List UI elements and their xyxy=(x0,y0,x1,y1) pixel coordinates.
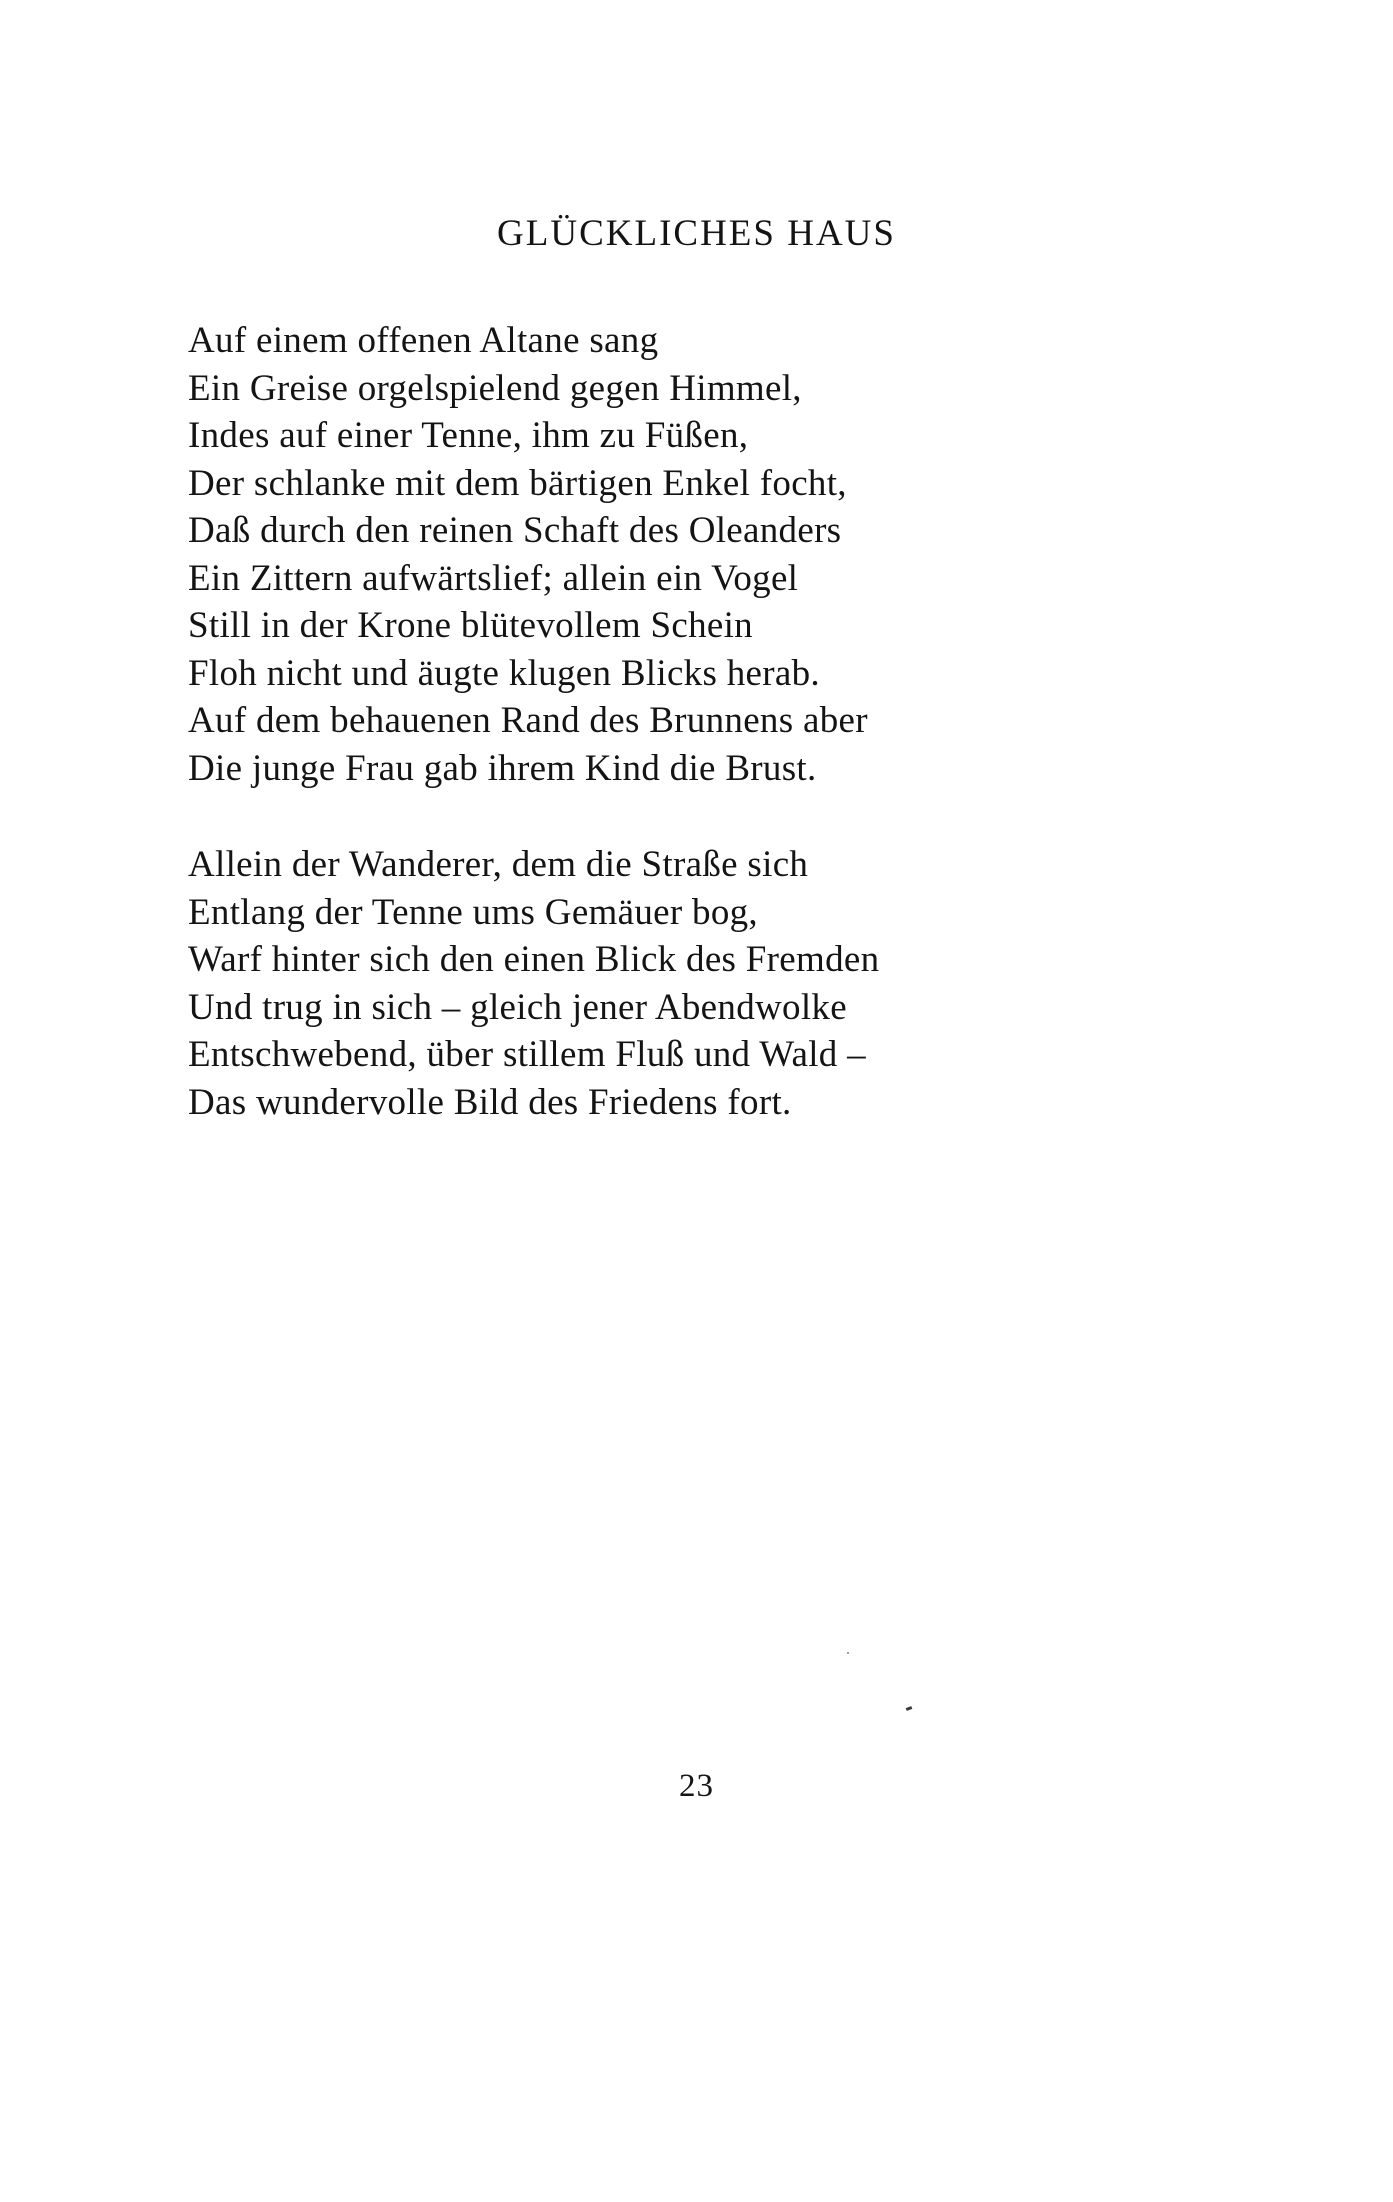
poem-line: Das wundervolle Bild des Friedens fort. xyxy=(188,1081,792,1123)
stanza-1 xyxy=(188,317,868,792)
poem-line: Indes auf einer Tenne, ihm zu Füßen, xyxy=(188,415,749,456)
poem-line: Entlang der Tenne ums Gemäuer bog, xyxy=(188,891,758,933)
poem-line: Floh nicht und äugte klugen Blicks herab. xyxy=(188,652,820,694)
poem-line: Still in der Krone blütevollem Schein xyxy=(188,605,753,646)
poem-line: Allein der Wanderer, dem die Straße sich xyxy=(188,844,809,885)
poem-line: Daß durch den reinen Schaft des Oleanders xyxy=(188,510,842,551)
poem-line: Warf hinter sich den einen Blick des Fremden xyxy=(188,939,880,980)
poem-line: Auf dem behauenen Rand des Brunnens aber xyxy=(188,700,868,741)
page-number: 23 xyxy=(679,1768,714,1804)
poem-line: Die junge Frau gab ihrem Kind die Brust. xyxy=(188,747,817,789)
scan-speck xyxy=(906,1706,913,1711)
poem-line: Auf einem offenen Altane sang xyxy=(188,320,659,361)
poem-line: Ein Greise orgelspielend gegen Himmel, xyxy=(188,367,802,409)
poem-line: Und trug in sich – gleich jener Abendwolke xyxy=(188,986,847,1028)
scan-speck xyxy=(847,1652,849,1654)
poem-line: Ein Zittern aufwärtslief; allein ein Vogel xyxy=(188,557,799,599)
stanza-2 xyxy=(188,841,879,1126)
poem-line: Entschwebend, über stillem Fluß und Wald – xyxy=(188,1034,866,1075)
poem-title: GLÜCKLICHES HAUS xyxy=(497,213,896,254)
poem-line: Der schlanke mit dem bärtigen Enkel focht, xyxy=(188,462,847,504)
